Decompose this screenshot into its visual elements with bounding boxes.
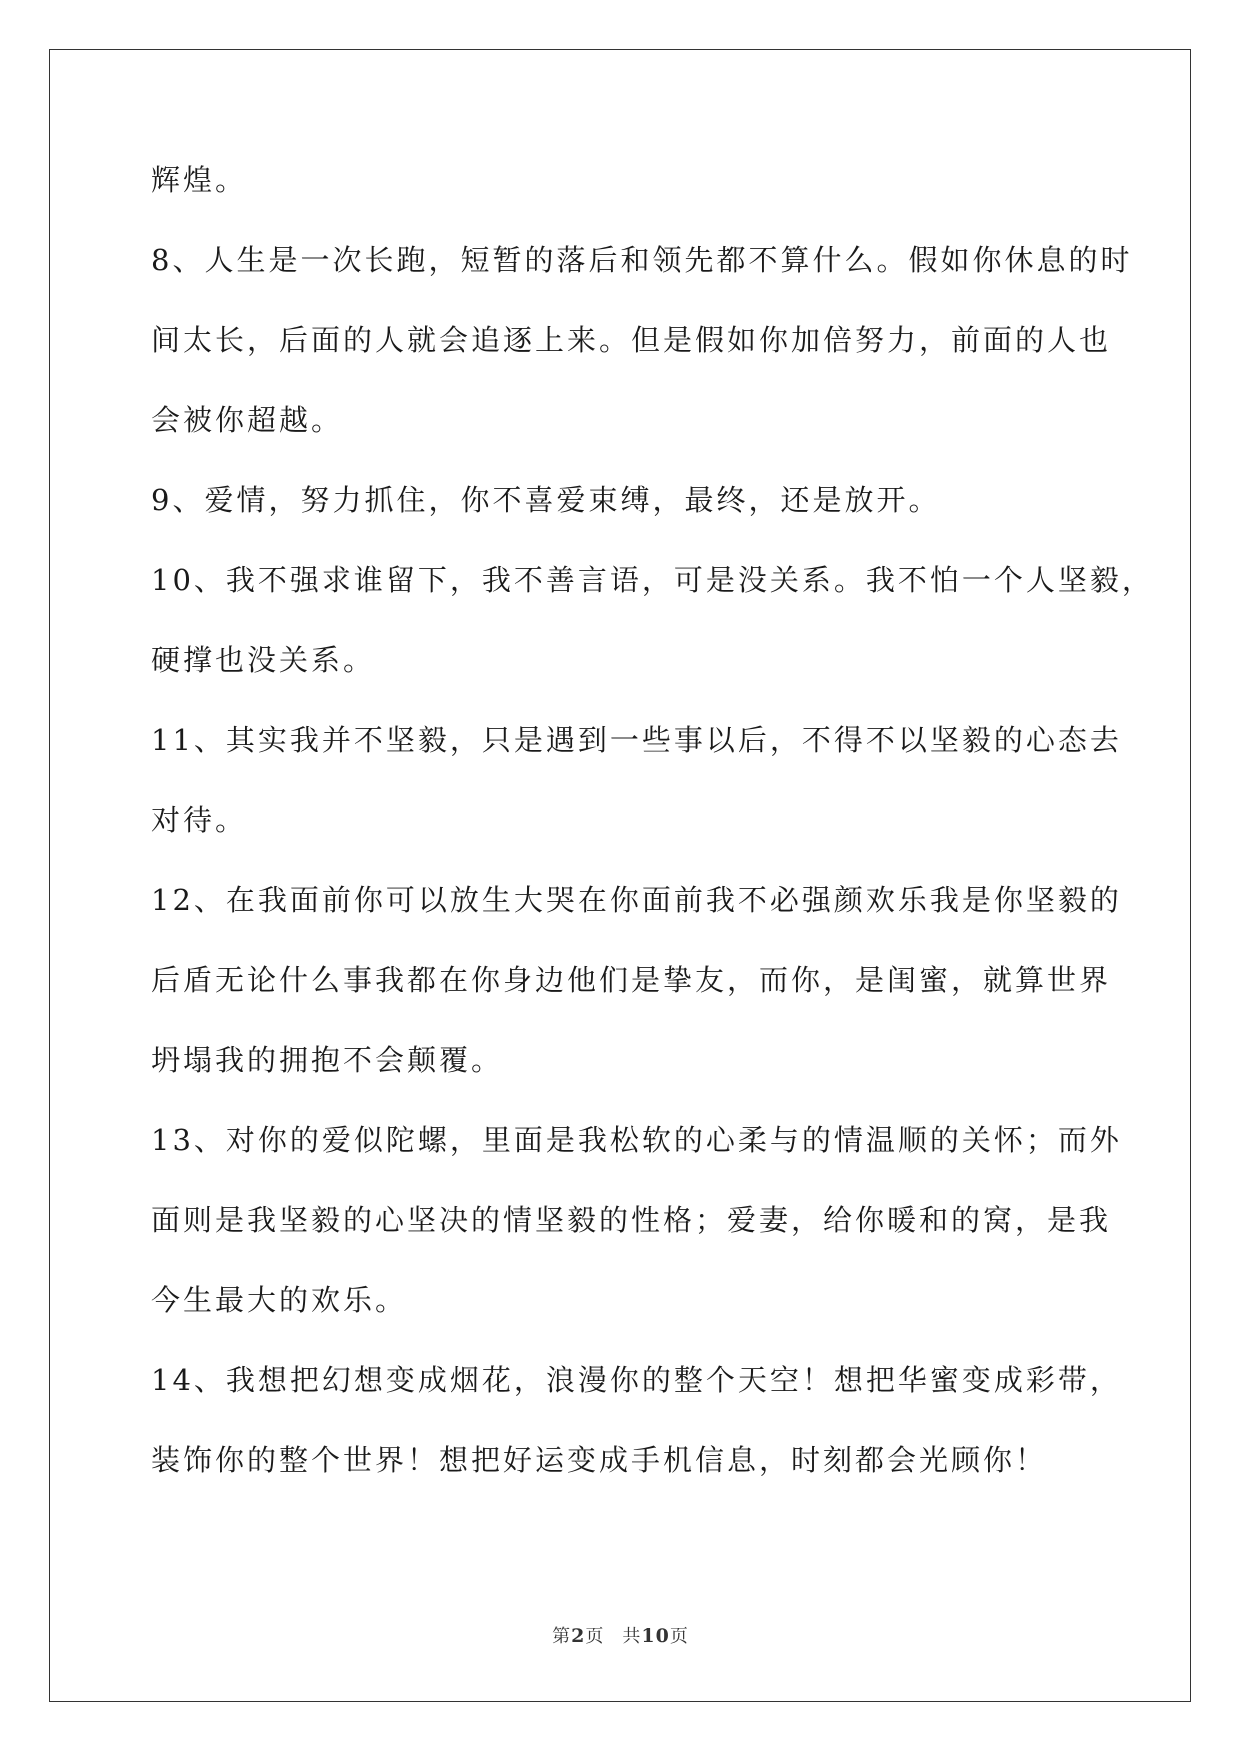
total-prefix: 共 [622, 1626, 642, 1647]
page-suffix: 页 [585, 1626, 605, 1647]
page-number: 2 [571, 1625, 586, 1647]
text-line: 辉煌。 [151, 163, 248, 197]
text-line: 9、爱情，努力抓住，你不喜爱束缚，最终，还是放开。 [151, 483, 941, 517]
text-line: 14、我想把幻想变成烟花，浪漫你的整个天空！想把华蜜变成彩带， [151, 1363, 1122, 1397]
text-line: 12、在我面前你可以放生大哭在你面前我不必强颜欢乐我是你坚毅的 [151, 883, 1122, 917]
text-line: 装饰你的整个世界！想把好运变成手机信息，时刻都会光顾你！ [151, 1443, 1048, 1477]
total-pages: 10 [641, 1625, 670, 1647]
text-line: 对待。 [151, 803, 248, 837]
page-footer [0, 1622, 1241, 1648]
text-line: 后盾无论什么事我都在你身边他们是挚友，而你，是闺蜜，就算世界 [151, 963, 1112, 997]
total-suffix: 页 [669, 1626, 689, 1647]
document-body [151, 150, 1154, 1510]
text-line: 间太长，后面的人就会追逐上来。但是假如你加倍努力，前面的人也 [151, 323, 1112, 357]
text-line: 10、我不强求谁留下，我不善言语，可是没关系。我不怕一个人坚毅， [151, 563, 1154, 597]
text-line: 面则是我坚毅的心坚决的情坚毅的性格；爱妻，给你暖和的窝，是我 [151, 1203, 1112, 1237]
text-line: 11、其实我并不坚毅，只是遇到一些事以后，不得不以坚毅的心态去 [151, 723, 1122, 757]
text-line: 13、对你的爱似陀螺，里面是我松软的心柔与的情温顺的关怀；而外 [151, 1123, 1122, 1157]
page-prefix: 第 [552, 1626, 572, 1647]
text-line: 坍塌我的拥抱不会颠覆。 [151, 1043, 504, 1077]
text-line: 会被你超越。 [151, 403, 344, 437]
text-line: 8、人生是一次长跑，短暂的落后和领先都不算什么。假如你休息的时 [151, 243, 1133, 277]
text-line: 硬撑也没关系。 [151, 643, 376, 677]
text-line: 今生最大的欢乐。 [151, 1283, 408, 1317]
